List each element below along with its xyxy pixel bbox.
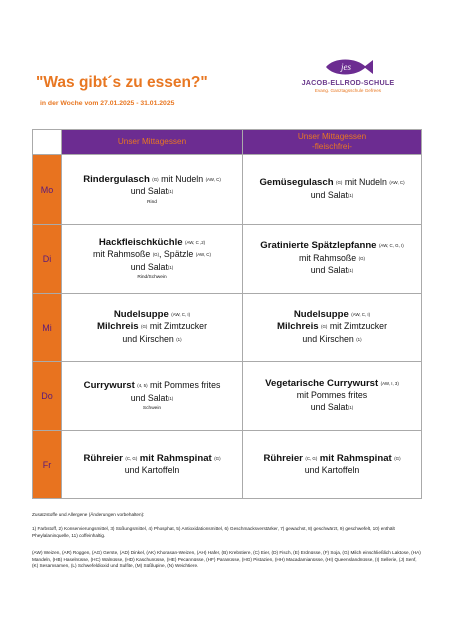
meal-cell-right: Rühreier $_{(C, G)}$ mit Rahmspinat $_{(G)}$ und Kartoffeln	[243, 431, 422, 499]
table-row	[33, 155, 422, 225]
meal-cell-left: Rindergulasch $_{(G)}$ mit Nudeln $_{(AW, C)}$ und Salat$_{(1)}$ Rind	[62, 155, 243, 225]
day-label: Mi	[33, 294, 62, 362]
meal-cell-right: Gemüsegulasch $_{(G)}$ mit Nudeln $_{(AW, C)}$ und Salat$_{(1)}$	[243, 155, 422, 225]
header-corner	[33, 130, 62, 155]
menu-header-row	[33, 130, 422, 155]
page-title: "Was gibt´s zu essen?"	[36, 74, 208, 91]
column-header-right: Unser Mittagessen -fleischfrei-	[243, 130, 422, 155]
allergens-list: (AW) Weizen, (AR) Roggen, (AG) Gerste, (AD) Dinkel, (AK) Khorasan-Weizen, (AH) Hafer, (B) Krebstiere, (C) Eier, (D) Fisch, (E) Erdnüsse, (F) Soja, (G) Milch einschließlich Laktose, (HA) Mandeln, (HB) Haselnüsse, (HC) Walnüsse, (HD) Kaschunüsse, (HE) Pecannüsse, (HF) Paranüsse, (HG) Pistazien, (HH) Macadamianüsse, (HI) Queenslandnüsse, (I) Sellerie, (J) Senf, (K) Sesamsamen, (L) Schwefeldioxid und Sulfite, (M) Süßlupine, (N) Weichtiere.	[32, 550, 421, 569]
table-row	[33, 225, 422, 294]
day-label: Mo	[33, 155, 62, 225]
table-row	[33, 431, 422, 499]
school-subtitle: Evang. Ganztagsschule Gefrees	[314, 88, 382, 93]
logo-mark-text: jes	[341, 62, 351, 72]
school-logo	[288, 56, 408, 96]
day-label: Do	[33, 362, 62, 431]
column-header-left: Unser Mittagessen	[62, 130, 243, 155]
table-row	[33, 294, 422, 362]
meal-cell-left: Currywurst $_{(4, 5)}$ mit Pommes frites und Salat$_{(1)}$ Schwein	[62, 362, 243, 431]
week-range: in der Woche vom 27.01.2025 - 31.01.2025	[40, 100, 175, 107]
meal-cell-left: Nudelsuppe $_{(AW, C, I)}$ Milchreis $_{(G)}$ mit Zimtzucker und Kirschen $_{(1)}$	[62, 294, 243, 362]
menu-table	[32, 129, 422, 499]
meal-cell-right: Gratinierte Spätzlepfanne $_{(AW, C, G, I)}$ mit Rahmsoße $_{(G)}$ und Salat$_{(1)}$	[243, 225, 422, 294]
day-label: Fr	[33, 431, 62, 499]
additives-list: 1) Farbstoff, 2) Konservierungsmittel, 3) Süßungsmittel, 4) Phosphat, 5) Antioxidationsmittel, 6) Geschmacksverstärker, 7) gewachst, 8) geschwärzt, 9) geschwefelt, 10) enthält Pheylalaninquelle, 11) coffeinhaltig.	[32, 526, 395, 538]
table-row	[33, 362, 422, 431]
meal-cell-left: Rühreier $_{(C, G)}$ mit Rahmspinat $_{(G)}$ und Kartoffeln	[62, 431, 243, 499]
meal-cell-right: Nudelsuppe $_{(AW, C, I)}$ Milchreis $_{(G)}$ mit Zimtzucker und Kirschen $_{(1)}$	[243, 294, 422, 362]
allergen-intro: Zusatzstoffe und Allergene (Änderungen vorbehalten):	[32, 512, 145, 517]
school-name: JACOB-ELLROD-SCHULE	[301, 78, 395, 87]
meal-cell-left: Hackfleischküchle $_{(AW, C ,2)}$ mit Rahmsoße $_{(G)}$, Spätzle $_{(AW, C)}$ und Salat$_{(1)}$ Rind/Schwein	[62, 225, 243, 294]
meal-cell-right: Vegetarische Currywurst $_{(AW, I, 3)}$ mit Pommes frites und Salat$_{(1)}$	[243, 362, 422, 431]
day-label: Di	[33, 225, 62, 294]
logo-fish-icon	[322, 56, 374, 78]
